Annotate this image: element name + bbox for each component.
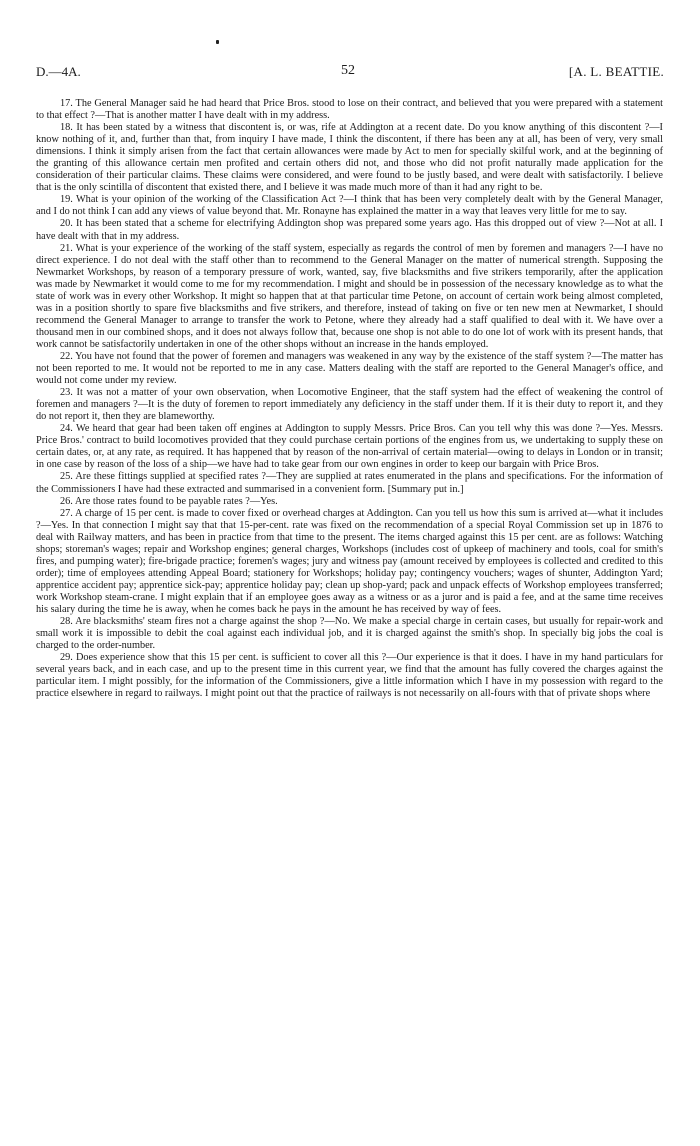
paragraph-29: 29. Does experience show that this 15 per cent. is sufficient to cover all this ?—Our experience is that it does. I have in my hand particulars for several years back, and in each case, and up to the present time in this current year, we find that the amount has fully covered the charges against the particular item. I might possibly, for the information of the Commissioners, give a little information which I have in my possession with regard to the practice elsewhere in regard to railways. I might point out that the practice of railways is not necessarily on all-fours with that of private shops where <box>36 652 663 700</box>
ink-speck <box>216 40 219 44</box>
document-reference: D.—4A. <box>36 64 81 79</box>
paragraph-26: 26. Are those rates found to be payable rates ?—Yes. <box>60 495 278 507</box>
paragraph-19: 19. What is your opinion of the working of the Classification Act ?—I think that has been very completely dealt with by the General Manager, and I do not think I can add any views of value beyond that. Mr. Ronayne has explained the matter in a way that leaves very little for me to say. <box>36 194 663 218</box>
paragraph-21: 21. What is your experience of the working of the staff system, especially as regards the control of men by foremen and managers ?—I have no direct experience. I do not deal with the staff other than to recommend to the General Manager on the matter of numerical strength. Supposing the Newmarket Workshops, by reason of a temporary pressure of work, wanted, say, five blacksmiths and five strikers temporarily, after the application was made by Newmarket it would come to me for my recommendation. I might and should be in possession of the necessary knowledge as to what the state of work was in every other Workshop. It might so happen that at that particular time Petone, on account of certain work being almost completed, was in a position shortly to spare five blacksmiths and five strikers, and therefore, instead of taking on five or ten new men at Newmarket, I should recommend the General Manager to arrange to transfer the work to Petone, where they already had a staff qualified to deal with it. We have over a thousand men in our combined shops, and it does not always follow that, because one shop is not able to do one lot of work with its present hands, that work cannot be satisfactorily undertaken in one of the other shops without an increase in the hands employed. <box>36 242 663 350</box>
document-body <box>36 98 663 700</box>
paragraph-18: 18. It has been stated by a witness that discontent is, or was, rife at Addington at a recent date. Do you know anything of this discontent ?—I know nothing of it, and, further than that, from inquiry I have made, I think the discontent, if there has been any at all, has been of very, very small dimensions. I think it simply arisen from the fact that certain allowances were made by Act to men for specially skilful work, and at the beginning of the granting of this allowance certain men profited and certain others did not, and those who did not profit naturally made application for the consideration of their particular claims. These claims were considered, and were found to be justly based, and were dealt with satisfactorily. I believe that is the only scintilla of discontent that existed there, and I believe it was made much more of than it had any right to be. <box>36 122 663 194</box>
paragraph-25: 25. Are these fittings supplied at specified rates ?—They are supplied at rates enumerated in the plans and specifications. For the information of the Commissioners I have had these extracted and summarised in a convenient form. [Summary put in.] <box>36 471 663 495</box>
witness-name: [A. L. BEATTIE. <box>568 64 664 79</box>
paragraph-27: 27. A charge of 15 per cent. is made to cover fixed or overhead charges at Addington. Can you tell us how this sum is arrived at—what it includes ?—Yes. In that connection I might say that that 15-per-cent. rate was fixed on the recommendation of a special Royal Commission set up in 1876 to deal with Railway matters, and has been in practice from that time to the present. The items charged against this 15 per cent. are as follows: Watching shops; storeman's wages; repair and Workshop engines; general charges, Workshops (includes cost of upkeep of machinery and tools, coal for smith's fires, and pumping water); fire-brigade practice; foremen's wages; jury and witness pay (amount received by employees is collected and credited to this order); time of employees attending Appeal Board; stationery for Workshops; holiday pay; contingency vouchers; wages of shunter, Addington Yard; apprentice accident pay; apprentice sick-pay; apprentice holiday pay; clean up shop-yard; pack and unpack effects of Workshop employees transferred; work Workshop steam-crane. I might explain that if an employee goes away as a witness or as a juror and is paid a fee, and at the same time receives his salary during the time he is away, when he comes back he pays in the amount he has received by way of fees. <box>36 507 663 615</box>
paragraph-22: 22. You have not found that the power of foremen and managers was weakened in any way by the existence of the staff system ?—The matter has not been reported to me. It would not be reported to me in any case. Matters dealing with the staff are reported to the General Manager's office, and would not come under my review. <box>36 350 663 387</box>
page-number: 52 <box>341 63 355 78</box>
page-header <box>36 64 664 84</box>
paragraph-24: 24. We heard that gear had been taken off engines at Addington to supply Messrs. Price Bros. Can you tell why this was done ?—Yes. Messrs. Price Bros.' contract to build locomotives provided that they could purchase certain portions of the engines from us, we undertaking to supply these on certain dates, or, at any rate, as required. It has happened that by reason of the non-arrival of certain material—owing to delays in London or in transit; in one case by reason of the loss of a ship—we have had to take gear from our own engines in order to keep our bargain with Price Bros. <box>36 423 663 471</box>
paragraph-28: 28. Are blacksmiths' steam fires not a charge against the shop ?—No. We make a special charge in certain cases, but usually for repair-work and small work it is impossible to debit the coal against each individual job, and it is charged against the smith's shop. In specially big jobs the coal is charged to the order-number. <box>36 616 663 652</box>
paragraph-17: 17. The General Manager said he had heard that Price Bros. stood to lose on their contract, and believed that you were prepared with a statement to that effect ?—That is another matter I have dealt with in my address. <box>36 98 663 122</box>
paragraph-23: 23. It was not a matter of your own observation, when Locomotive Engineer, that the staff system had the effect of weakening the control of foremen and managers ?—It is the duty of foremen to report immediately any deficiency in the staff under them. If it is their duty to report it, and they do not report it, then they are blameworthy. <box>36 387 663 423</box>
paragraph-20: 20. It has been stated that a scheme for electrifying Addington shop was prepared some years ago. Has this dropped out of view ?—Not at all. I have dealt with that in my address. <box>36 218 663 242</box>
